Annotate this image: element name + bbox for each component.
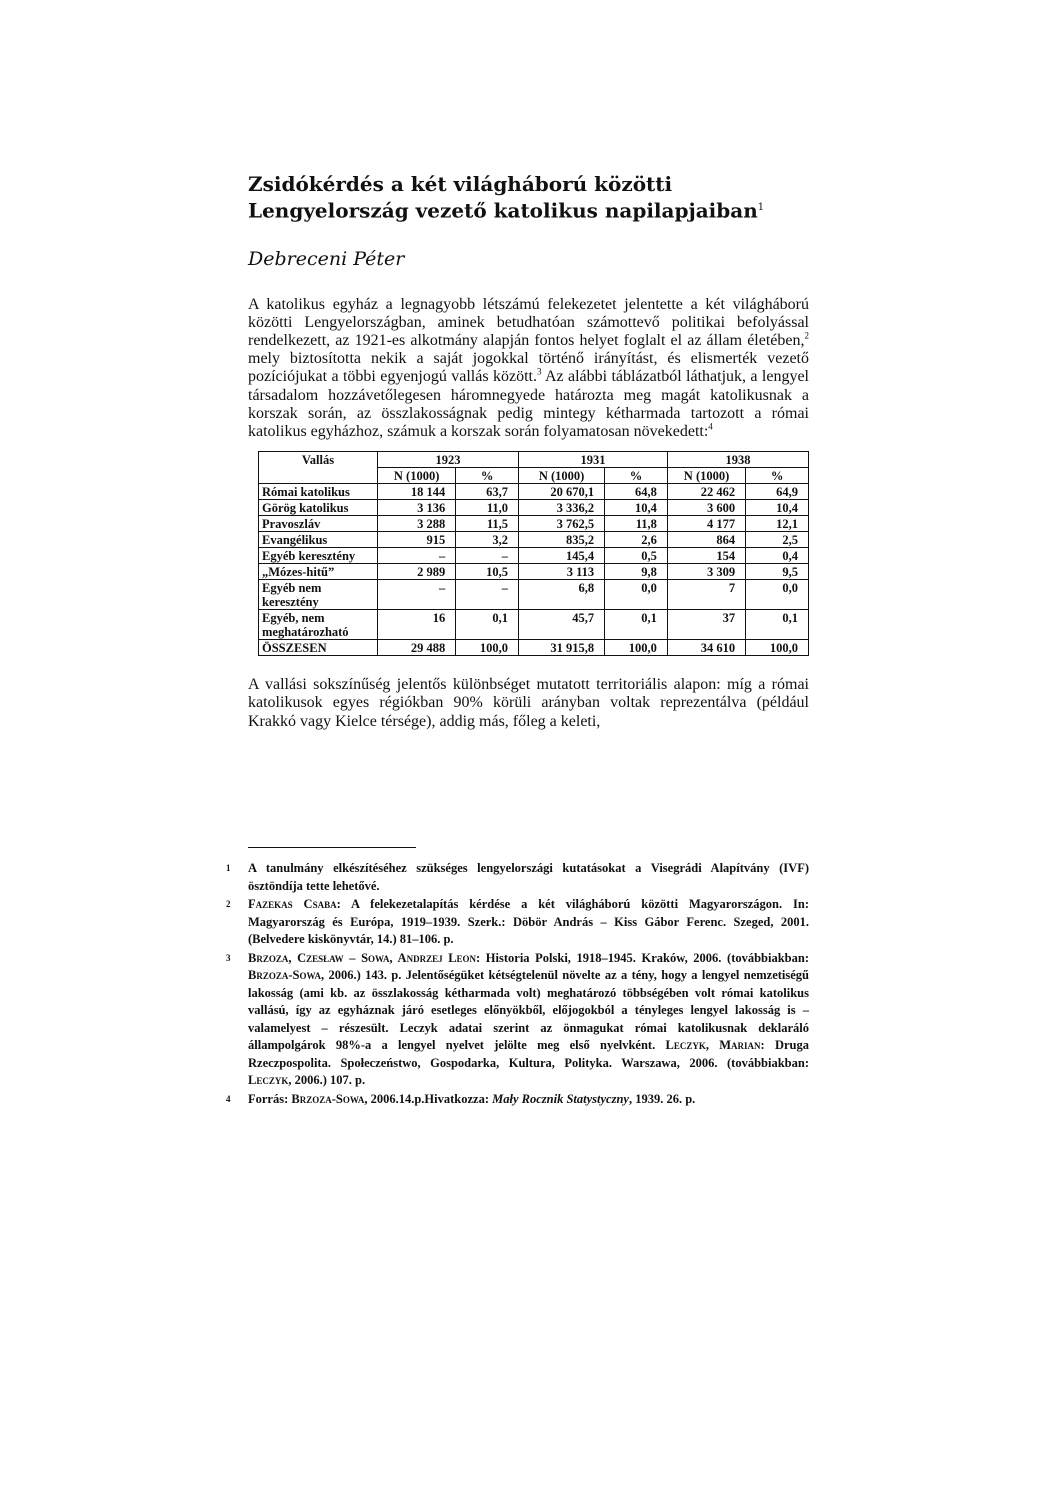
cell-percent: 0,0	[746, 580, 809, 610]
cell-count: 3 136	[378, 500, 456, 516]
footnote-text-part: : Druga Rzeczpospolita. Społeczeństwo, Gospodarka, Kultura, Polityka. Warszawa, 2006. (továbbiakban:	[248, 1038, 809, 1070]
header-year: 1931	[519, 452, 668, 468]
cell-count: 2 989	[378, 564, 456, 580]
title-line-2: Lengyelország vezető katolikus napilapjaiban	[248, 198, 758, 223]
footnote-number: 1	[226, 863, 231, 873]
main-column	[248, 172, 809, 731]
religion-table	[258, 451, 809, 656]
header-n: N (1000)	[378, 468, 456, 484]
cell-count: 864	[667, 532, 745, 548]
row-label: Pravoszláv	[259, 516, 378, 532]
cell-percent: –	[456, 548, 519, 564]
footnote-ref: 2	[804, 330, 809, 341]
footnote-divider	[248, 847, 416, 848]
footnote-text-part: Fazekas Csaba	[248, 897, 337, 911]
cell-percent: 0,1	[605, 610, 668, 640]
footnote-number: 4	[226, 1093, 231, 1104]
footnote-text-part: Forrás:	[248, 1091, 292, 1106]
footnote-number: 3	[226, 952, 231, 963]
footnote-text-part: , 1939. 26. p.	[628, 1091, 696, 1106]
footnote	[226, 1091, 809, 1109]
second-paragraph: A vallási sokszínűség jelentős különbséget mutatott territoriális alapon: míg a római katolikusok egyes régiókban 90% körüli arányban voltak reprezentálva (például Krakkó vagy Kielce térsége), addig más, főleg a keleti,	[248, 676, 809, 730]
cell-percent: 0,1	[746, 610, 809, 640]
footnote-list	[226, 860, 809, 1108]
cell-percent: –	[456, 580, 519, 610]
footnote-text-part: Brzoza-Sowa	[248, 968, 321, 982]
cell-count: 3 288	[378, 516, 456, 532]
row-label: Egyéb nem keresztény	[259, 580, 378, 610]
cell-count: 3 309	[667, 564, 745, 580]
cell-percent: 0,5	[605, 548, 668, 564]
cell-percent: 10,4	[605, 500, 668, 516]
cell-percent: 11,8	[605, 516, 668, 532]
table-row	[259, 564, 809, 580]
cell-count: 7	[667, 580, 745, 610]
cell-percent: 64,9	[746, 484, 809, 500]
footnote-text-part: : A felekezetalapítás kérdése a két világháború közötti Magyarországon. In: Magyarország és Európa, 1919–1939. Szerk.: Döbör András – Kiss Gábor Ferenc. Szeged, 2001. (Belvedere kiskönyvtár, 14.) 81–106. p.	[248, 897, 809, 946]
cell-count: –	[378, 548, 456, 564]
cell-percent: 0,1	[456, 610, 519, 640]
cell-count: 34 610	[667, 640, 745, 656]
cell-count: 20 670,1	[519, 484, 605, 500]
row-label: Római katolikus	[259, 484, 378, 500]
cell-count: 18 144	[378, 484, 456, 500]
cell-percent: 10,4	[746, 500, 809, 516]
cell-percent: 0,0	[605, 580, 668, 610]
footnote-text-part: A tanulmány elkészítéséhez szükséges lengyelországi kutatásokat a Visegrádi Alapítvány (IVF) ösztöndíja tette lehetővé.	[248, 861, 809, 893]
row-label: Egyéb keresztény	[259, 548, 378, 564]
header-year: 1938	[667, 452, 808, 468]
cell-count: 915	[378, 532, 456, 548]
author: Debreceni Péter	[248, 247, 405, 270]
article-title	[248, 172, 809, 223]
intro-paragraph	[248, 296, 809, 442]
cell-count: 6,8	[519, 580, 605, 610]
row-label: Evangélikus	[259, 532, 378, 548]
footnote-text-part: : Historia Polski, 1918–1945. Kraków, 2006. (továbbiakban:	[476, 950, 809, 965]
cell-percent: 100,0	[746, 640, 809, 656]
footnote-ref: 1	[757, 202, 765, 213]
cell-percent: 2,6	[605, 532, 668, 548]
cell-count: 22 462	[667, 484, 745, 500]
text: A katolikus egyház a legnagyobb létszámú felekezetet jelentette a két világháború közötti Lengyelországban, aminek betudhatóan számottevő politikai befolyással rendelkezett, az 1921-es alkotmány alapján fontos helyet foglalt el az állam életében,	[248, 295, 809, 350]
cell-count: 3 336,2	[519, 500, 605, 516]
cell-percent: 0,4	[746, 548, 809, 564]
cell-count: 3 762,5	[519, 516, 605, 532]
cell-count: 145,4	[519, 548, 605, 564]
cell-count: 154	[667, 548, 745, 564]
cell-count: 29 488	[378, 640, 456, 656]
cell-percent: 9,8	[605, 564, 668, 580]
cell-count: –	[378, 580, 456, 610]
text: mely biztosította nekik a saját jogokkal történő irányítást, és elismerték vezető pozíciójukat a többi egyenjogú vallás között.	[248, 350, 809, 386]
footnotes	[226, 847, 809, 1109]
cell-percent: 9,5	[746, 564, 809, 580]
cell-percent: 3,2	[456, 532, 519, 548]
table-row	[259, 500, 809, 516]
table-row	[259, 640, 809, 656]
cell-count: 37	[667, 610, 745, 640]
text: Az alábbi táblázatból láthatjuk, a lengyel társadalom hozzávetőlegesen háromnegyede határozta meg magát katolikusnak a korszak során, az összlakosságnak pedig mintegy kétharmada tartozott a római katolikus egyházhoz, számuk a korszak során folyamatosan növekedett:	[248, 368, 810, 441]
footnote-text	[248, 950, 809, 1090]
footnote-ref: 4	[708, 421, 713, 432]
cell-count: 16	[378, 610, 456, 640]
cell-percent: 63,7	[456, 484, 519, 500]
cell-count: 31 915,8	[519, 640, 605, 656]
footnote-text	[248, 1091, 809, 1109]
header-n: N (1000)	[519, 468, 605, 484]
cell-percent: 12,1	[746, 516, 809, 532]
cell-percent: 64,8	[605, 484, 668, 500]
cell-count: 45,7	[519, 610, 605, 640]
row-label: „Mózes-hitű”	[259, 564, 378, 580]
footnote-text-part: Leczyk	[248, 1073, 289, 1087]
footnote-text	[248, 860, 809, 895]
footnote-text-part: Brzoza, Czesław – Sowa, Andrzej Leon	[248, 950, 477, 965]
cell-count: 4 177	[667, 516, 745, 532]
cell-percent: 100,0	[605, 640, 668, 656]
footnote-text-part: , 2006.) 107. p.	[288, 1073, 366, 1087]
table-row	[259, 516, 809, 532]
cell-percent: 11,5	[456, 516, 519, 532]
table-row	[259, 580, 809, 610]
footnote-text-part: Leczyk, Marian	[665, 1038, 761, 1052]
table-row	[259, 484, 809, 500]
cell-percent: 2,5	[746, 532, 809, 548]
title-line-1: Zsidókérdés a két világháború közötti	[248, 172, 673, 196]
table-row	[259, 610, 809, 640]
footnote-text-part: , 2006.) 143. p. Jelentőségüket kétségtelenül növelte az a tény, hogy a lengyel nemzetiségű lakosság (ami kb. az összlakosság kétharmada volt) meghatározó többségében volt római katolikus vallású, így az egyháznak járó esetleges előnyökből, előjogokból a tényleges lengyel lakosság is – valamelyest – részesült. Leczyk adatai szerint az önmagukat római katolikusnak deklaráló állampolgárok 98%-a a lengyel nyelvet jelölte meg első nyelvként.	[248, 968, 809, 1052]
cell-percent: 10,5	[456, 564, 519, 580]
footnote-text-part: , 2006.14.p.Hivatkozza:	[364, 1091, 493, 1106]
table-row	[259, 548, 809, 564]
header-year: 1923	[378, 452, 519, 468]
cell-count: 3 113	[519, 564, 605, 580]
cell-count: 835,2	[519, 532, 605, 548]
footnote-text-part: Mały Rocznik Statystyczny	[492, 1091, 629, 1106]
footnote	[226, 950, 809, 1090]
header-pct: %	[456, 468, 519, 484]
header-pct: %	[746, 468, 809, 484]
header-n: N (1000)	[667, 468, 745, 484]
row-label: Görög katolikus	[259, 500, 378, 516]
table-row	[259, 532, 809, 548]
header-pct: %	[605, 468, 668, 484]
cell-percent: 100,0	[456, 640, 519, 656]
header-religion: Vallás	[259, 452, 378, 484]
row-label: Egyéb, nem meghatározható	[259, 610, 378, 640]
footnote-ref: 3	[536, 367, 542, 378]
footnote-text-part: Brzoza-Sowa	[291, 1091, 365, 1106]
cell-count: 3 600	[667, 500, 745, 516]
row-label: ÖSSZESEN	[259, 640, 378, 656]
footnote	[226, 860, 809, 895]
cell-percent: 11,0	[456, 500, 519, 516]
footnote-number: 2	[226, 899, 231, 909]
footnote-text	[248, 896, 809, 949]
footnote	[226, 896, 809, 949]
